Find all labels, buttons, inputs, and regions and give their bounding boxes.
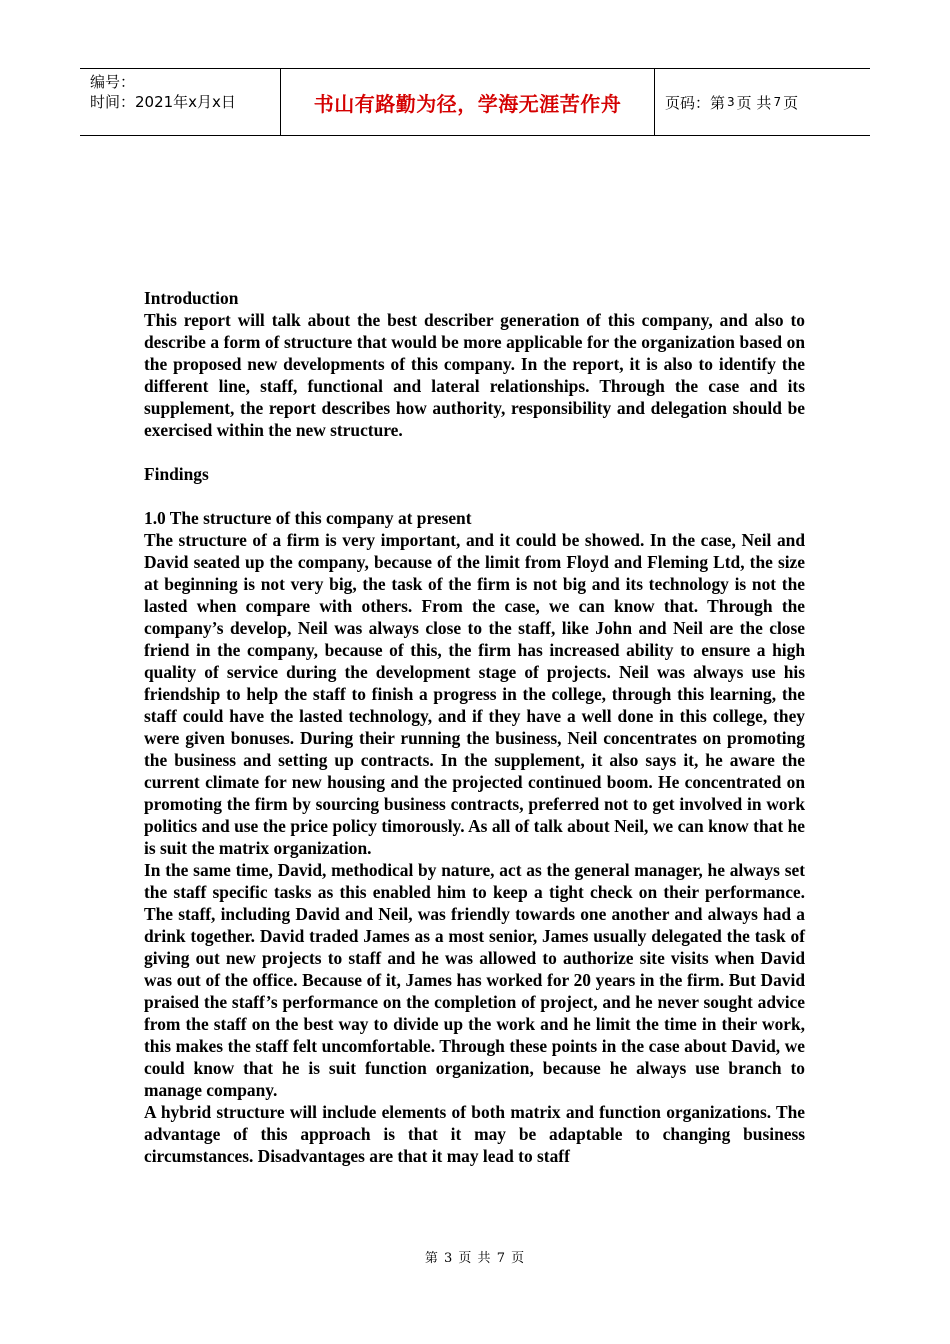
header-motto-cell xyxy=(281,69,655,135)
page-footer: 第 3 页 共 7 页 xyxy=(424,1251,526,1266)
spacer xyxy=(144,485,805,507)
page-label: 页码：第 xyxy=(665,93,726,112)
header-page-cell xyxy=(655,69,870,135)
findings-heading: Findings xyxy=(144,464,209,484)
motto-text: 书山有路勤为径，学海无涯苦作舟 xyxy=(313,91,622,116)
page-end: 页 xyxy=(783,93,799,112)
page-current: 3 xyxy=(727,95,735,109)
body-paragraph-1: The structure of a firm is very important, and it could be showed. In the case, Neil and David seated up the company, because of the limit from Floyd and Fleming Ltd, the size at beginning is not very big, the task of the firm is not big and its technology is not the lasted when compare with others. From the case, we can know that. Through the company’s develop, Neil was always close to the staff, like John and Neil are the close friend in the company, because of this, the firm has increased ability to ensure a high quality of service during the development stage of projects. Neil was always use his friendship to help the staff to finish a progress in the college, through this learning, the staff could have the lasted technology, and if they have a well done in this college, they were given bonuses. During their running the business, Neil concentrates on promoting the business and setting up contracts. In the supplement, it also says it, he aware the current climate for new housing and the projected continued boom. He concentrated on promoting the firm by sourcing business contracts, preferred not to get involved in work politics and use the price policy timorously. As all of talk about Neil, we can know that he is suit the matrix organization. xyxy=(144,530,805,858)
page-mid: 页 共 xyxy=(736,93,772,112)
body-paragraph-2: In the same time, David, methodical by nature, act as the general manager, he always set the staff specific tasks as this enabled him to keep a tight check on their performance. The staff, including David and Neil, was friendly towards one another and always had a drink together. David traded James as a most senior, James usually delegated the task of giving out new projects to staff and he was allowed to authorize site visits when David was out of the office. Because of it, James has worked for 20 years in the firm. But David praised the staff’s performance on the completion of project, and he never sought advice from the staff on the best way to divide up the work and he limit the time in their work, this makes the staff felt uncomfortable. Through these points in the case about David, we could know that he is suit function organization, because he always use branch to manage company. xyxy=(144,860,805,1100)
header-meta-cell xyxy=(80,69,281,135)
document-body xyxy=(144,287,805,1167)
section-heading: 1.0 The structure of this company at present xyxy=(144,508,472,528)
body-paragraph-3: A hybrid structure will include elements of both matrix and function organizations. The advantage of this approach is that it may be adaptable to changing business circumstances. Disadvantages are that it may lead to staff xyxy=(144,1102,805,1166)
doc-number-label: 编号： xyxy=(90,73,136,91)
intro-paragraph: This report will talk about the best describer generation of this company, and also to describe a form of structure that would be more applicable for the organization based on the proposed new developments of this company. In the report, it is also to identify the different line, staff, functional and lateral relationships. Through the case and its supplement, the report describes how authority, responsibility and delegation should be exercised within the new structure. xyxy=(144,310,805,440)
spacer xyxy=(144,441,805,463)
page-header xyxy=(80,68,870,136)
date-line: 时间：2021年x月x日 xyxy=(90,93,236,111)
page-total: 7 xyxy=(773,95,782,109)
intro-heading: Introduction xyxy=(144,288,239,308)
